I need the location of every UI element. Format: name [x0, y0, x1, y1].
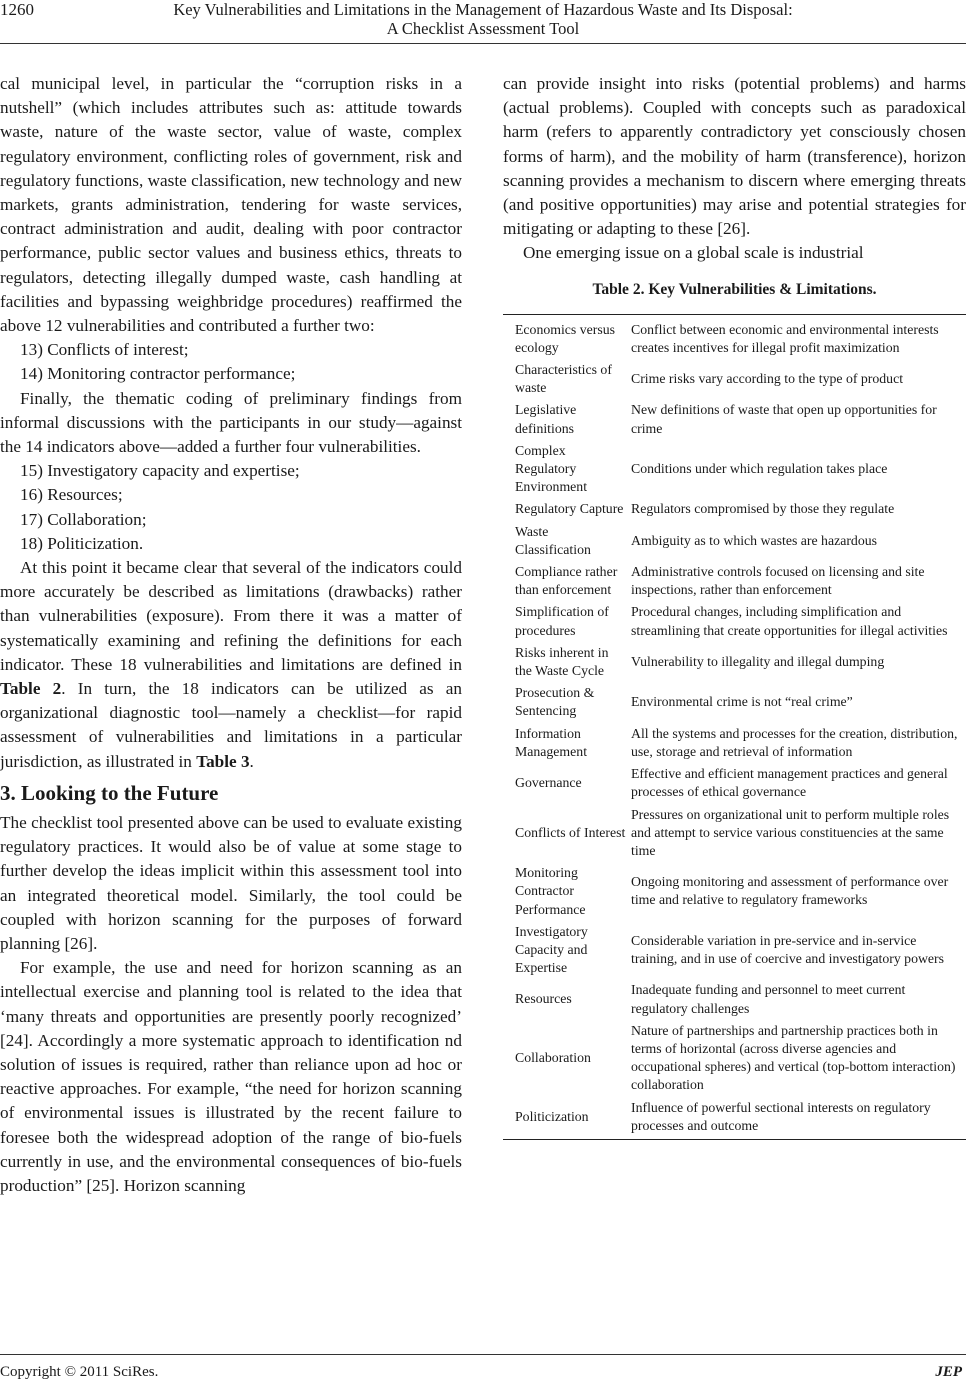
- table-cell-term: Compliance rather than enforcement: [515, 564, 618, 598]
- table-cell-term: Economics versus ecology: [503, 314, 631, 359]
- page-number: 1260: [0, 0, 34, 19]
- list-item: 16) Resources;: [20, 485, 123, 505]
- left-column: [0, 72, 462, 1198]
- table-cell-definition: Vulnerability to illegality and illegal dumping: [631, 653, 885, 669]
- journal-abbreviation: JEP: [935, 1364, 962, 1380]
- list-item: 15) Investigatory capacity and expertise;: [20, 461, 300, 481]
- table-cell-term: Politicization: [503, 1097, 631, 1140]
- paragraph-3-text: At this point it became clear that several of the indicators could more accurately be described as limitations (drawbacks) rather than vulnerabilities (exposure). From there it was a matter of systematically examining and refining the definitions for each indicator. These 18 vulnerabilities and limitations are defined in: [0, 558, 462, 674]
- table-cell-definition: Pressures on organizational unit to perform multiple roles and attempt to service various constituencies at the same time: [631, 806, 950, 858]
- section-heading: 3. Looking to the Future: [0, 780, 219, 805]
- table-cell-definition: Regulators compromised by those they regulate: [631, 501, 895, 517]
- table-row: [503, 1020, 966, 1097]
- page-footer: [0, 1354, 966, 1386]
- table-3-reference[interactable]: Table 3: [196, 751, 250, 771]
- table-cell-term: Waste Classification: [515, 523, 591, 557]
- paragraph-3: [0, 556, 462, 774]
- paragraph-4: The checklist tool presented above can be used to evaluate existing regulatory practices. It would also be of value at some stage to further develop the ideas implicit within this assessment tool into an integrated theoretical model. Similarly, the tool could be coupled with horizon scanning for the purposes of forward planning [26].: [0, 812, 462, 953]
- paragraph-6: can provide insight into risks (potential problems) and harms (actual problems). Coupled with concepts such as paradoxical harm (refers to apparently contradictory yet consciously chosen forms of harm), and the mobility of harm (transference), horizon scanning provides a mechanism to discern where emerging threats (and positive opportunities) may arise and potential strategies for mitigating or adapting to these [26].: [503, 74, 966, 239]
- table-cell-definition: Administrative controls focused on licensing and site inspections, rather than enforcement: [631, 564, 925, 598]
- table-row: [503, 399, 966, 439]
- table-row: [503, 979, 966, 1019]
- table-row: [503, 642, 966, 682]
- paragraph-1: cal municipal level, in particular the “corruption risks in a nutshell” (which includes attributes such as: attitude towards waste, nature of the waste sector, value of waste, complex regulatory environment, conflicting roles of government, risk and regulatory functions, waste classification, new technology and new markets, grants administration, tendering for waste services, contract administration and audit, dealing with poor contractor performance, public sector values and business ethics, threats to regulators, detecting illegally dumped waste, cash handling at facilities and bypassing weighbridge procedures) reaffirmed the above 12 vulnerabilities and contributed a further two:: [0, 74, 462, 336]
- table-row: [503, 1097, 966, 1140]
- table-cell-definition: Inadequate funding and personnel to meet current regulatory challenges: [631, 982, 906, 1016]
- table-cell-definition: Procedural changes, including simplification and streamlining that create opportunities for illegal activities: [631, 604, 948, 638]
- table-cell-definition: Ongoing monitoring and assessment of performance over time and relative to regulatory frameworks: [631, 874, 949, 908]
- paragraph-5: For example, the use and need for horizon scanning as an intellectual exercise and planning tool is related to the idea that ‘many threats and opportunities are presently poorly recognized’ [24]. Accordingly a more systematic approach to identification nd solution of issues is required, rather than reliance upon ad hoc or reactive approaches. For example, “the need for horizon scanning of environmental issues is illustrated by the recent failure to foresee both the widespread adoption of the range of bio-fuels currently in use, and the environmental consequences of bio-fuels production” [25]. Horizon scanning: [0, 958, 462, 1195]
- table-cell-definition: Crime risks vary according to the type of product: [631, 371, 904, 387]
- table-row: [503, 804, 966, 863]
- table-cell-definition: Ambiguity as to which wastes are hazardous: [631, 532, 877, 548]
- paragraph-2: Finally, the thematic coding of preliminary findings from informal discussions with the participants in our study—against the 14 indicators above—added a further four vulnerabilities.: [0, 388, 462, 457]
- copyright-notice: Copyright © 2011 SciRes.: [0, 1364, 159, 1380]
- table-row: [503, 314, 966, 359]
- paragraph-3-text: .: [249, 751, 254, 771]
- table-cell-term: Governance: [515, 775, 582, 791]
- table-cell-definition: Nature of partnerships and partnership practices both in terms of horizontal (across diverse agencies and occupational spheres) and vertical (top-bottom interaction) collaboration: [631, 1022, 956, 1093]
- table-row: [503, 359, 966, 399]
- running-title-line-2: A Checklist Assessment Tool: [386, 19, 580, 38]
- right-column: [503, 72, 966, 1140]
- table-cell-term: Prosecution & Sentencing: [515, 685, 595, 719]
- table-cell-definition: New definitions of waste that open up opportunities for crime: [631, 402, 937, 436]
- table-cell-definition: Effective and efficient management practices and general processes of ethical governance: [631, 766, 948, 800]
- table-cell-term: Legislative definitions: [515, 402, 577, 436]
- table-row: [503, 561, 966, 601]
- running-title-line-1: Key Vulnerabilities and Limitations in the Management of Hazardous Waste and Its Disposal:: [173, 0, 793, 19]
- table-row: [503, 763, 966, 803]
- table-caption: Table 2. Key Vulnerabilities & Limitations.: [592, 280, 877, 298]
- table-row: [503, 921, 966, 980]
- table-cell-term: Conflicts of Interest: [515, 824, 626, 840]
- running-title: [60, 0, 906, 38]
- list-item: 17) Collaboration;: [20, 509, 147, 529]
- table-cell-term: Information Management: [515, 725, 588, 759]
- table-cell-term: Risks inherent in the Waste Cycle: [515, 644, 609, 679]
- table-cell-term: Regulatory Capture: [515, 501, 624, 517]
- table-row: [503, 601, 966, 641]
- table-cell-term: Collaboration: [515, 1050, 591, 1066]
- footer-divider: [0, 1354, 966, 1355]
- table-cell-definition: Conditions under which regulation takes place: [631, 461, 888, 477]
- table-cell-definition: All the systems and processes for the creation, distribution, use, storage and retrieval of information: [631, 725, 958, 759]
- vulnerabilities-table: [503, 314, 966, 1140]
- table-cell-definition: Conflict between economic and environmental interests creates incentives for illegal profit maximization: [631, 314, 966, 359]
- page-header: [0, 0, 966, 44]
- paragraph-7: One emerging issue on a global scale is industrial: [523, 243, 864, 263]
- table-cell-term: Monitoring Contractor Performance: [515, 865, 586, 917]
- list-item: 18) Politicization.: [20, 533, 144, 553]
- table-row: [503, 521, 966, 561]
- paragraph-3-text: . In turn, the 18 indicators can be utilized as an organizational diagnostic tool—namely a checklist—for rapid assessment of vulnerabilities and limitations in a particular jurisdiction, as illustrated in: [0, 679, 462, 771]
- table-row: [503, 862, 966, 921]
- table-row: [503, 440, 966, 499]
- table-cell-definition: Influence of powerful sectional interests on regulatory processes and outcome: [631, 1097, 966, 1140]
- table-cell-term: Simplification of procedures: [515, 604, 609, 638]
- table-cell-definition: Environmental crime is not “real crime”: [631, 694, 853, 710]
- table-2-reference[interactable]: Table 2: [0, 679, 62, 699]
- table-row: [503, 682, 966, 722]
- table-cell-term: Complex Regulatory Environment: [515, 442, 588, 495]
- list-item: 13) Conflicts of interest;: [20, 340, 189, 360]
- table-cell-definition: Considerable variation in pre-service and in-service training, and in use of coercive and investigatory powers: [631, 932, 945, 967]
- table-cell-term: Resources: [515, 991, 572, 1007]
- header-divider: [0, 43, 966, 44]
- table-cell-term: Characteristics of waste: [515, 362, 612, 396]
- table-row: [503, 723, 966, 763]
- table-row: [503, 498, 966, 520]
- table-cell-term: Investigatory Capacity and Expertise: [515, 923, 588, 976]
- list-item: 14) Monitoring contractor performance;: [20, 364, 296, 384]
